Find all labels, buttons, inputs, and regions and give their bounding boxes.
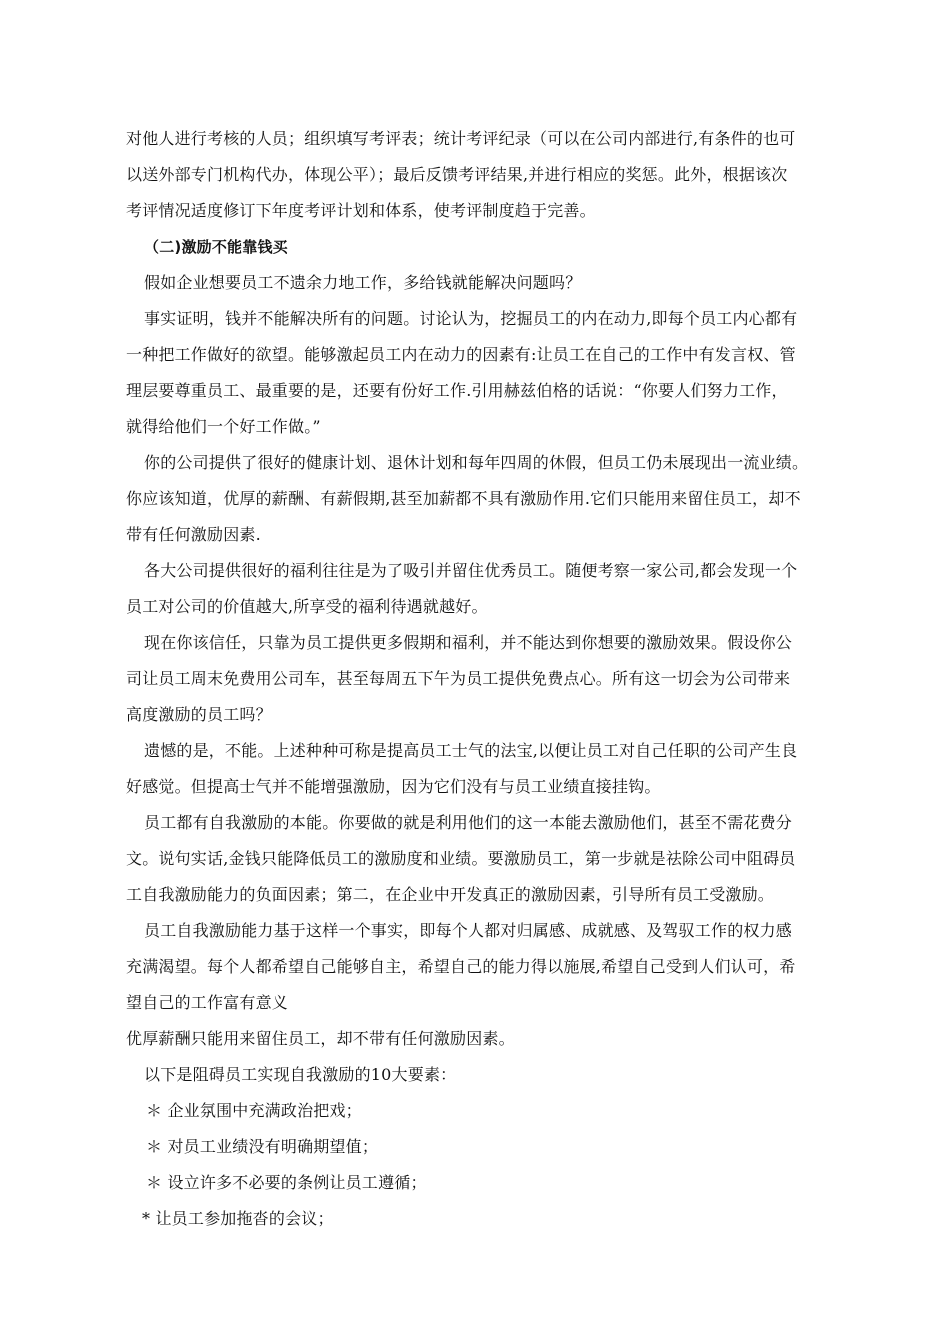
text-line: 你的公司提供了很好的健康计划、退休计划和每年四周的休假，但员工仍未展现出一流业绩。 (144, 453, 809, 472)
text-line: 对他人进行考核的人员；组织填写考评表；统计考评纪录（可以在公司内部进行,有条件的也可 (126, 129, 796, 148)
bullet-item (126, 1201, 826, 1237)
document-body (126, 121, 826, 1237)
text-line: 高度激励的员工吗？ (126, 705, 272, 724)
text-line: 假如企业想要员工不遗余力地工作，多给钱就能解决问题吗？ (144, 273, 582, 292)
text-line: 员工对公司的价值越大,所享受的福利待遇就越好。 (126, 597, 488, 616)
text-line: 优厚薪酬只能用来留住员工，却不带有任何激励因素。 (126, 1029, 515, 1048)
text-line: 遗憾的是，不能。上述种种可称是提高员工士气的法宝,以便让员工对自己任职的公司产生良 (144, 741, 798, 760)
text-line: 文。说句实话,金钱只能降低员工的激励度和业绩。要激励员工，第一步就是祛除公司中阻碍员 (126, 849, 796, 868)
text-line: 工自我激励能力的负面因素；第二，在企业中开发真正的激励因素，引导所有员工受激励。 (126, 885, 775, 904)
paragraph (126, 1021, 826, 1057)
text-line: 现在你该信任，只靠为员工提供更多假期和福利，并不能达到你想要的激励效果。假设你公 (144, 633, 793, 652)
paragraph (126, 913, 826, 1021)
text-line: 好感觉。但提高士气并不能增强激励，因为它们没有与员工业绩直接挂钩。 (126, 777, 661, 796)
text-line: 理层要尊重员工、最重要的是，还要有份好工作.引用赫兹伯格的话说：“你要人们努力工作， (126, 381, 788, 400)
text-line: 你应该知道，优厚的薪酬、有薪假期,甚至加薪都不具有激励作用.它们只能用来留住员工，却不 (126, 489, 801, 508)
text-line: 望自己的工作富有意义 (126, 993, 289, 1012)
text-line: 司让员工周末免费用公司车，甚至每周五下午为员工提供免费点心。所有这一切会为公司带来 (126, 669, 791, 688)
text-line: 一种把工作做好的欲望。能够激起员工内在动力的因素有:让员工在自己的工作中有发言权、管 (126, 345, 796, 364)
bullet-item (126, 1165, 826, 1201)
text-line: 以下是阻碍员工实现自我激励的10大要素： (144, 1065, 457, 1084)
text-line: ＊ 对员工业绩没有明确期望值； (146, 1137, 379, 1156)
paragraph (126, 121, 826, 229)
section-heading (126, 229, 826, 265)
text-line: 员工自我激励能力基于这样一个事实，即每个人都对归属感、成就感、及驾驭工作的权力感 (144, 921, 793, 940)
text-line: 就得给他们一个好工作做。” (126, 417, 321, 436)
text-line: * 让员工参加拖沓的会议； (142, 1209, 334, 1228)
paragraph (126, 805, 826, 913)
text-line: 考评情况适度修订下年度考评计划和体系，使考评制度趋于完善。 (126, 201, 596, 220)
text-line: （二)激励不能靠钱买 (144, 238, 288, 256)
paragraph (126, 733, 826, 805)
paragraph (126, 301, 826, 445)
text-line: 事实证明，钱并不能解决所有的问题。讨论认为，挖掘员工的内在动力,即每个员工内心都有 (144, 309, 798, 328)
paragraph (126, 625, 826, 733)
paragraph (126, 553, 826, 625)
bullet-item (126, 1129, 826, 1165)
text-line: 员工都有自我激励的本能。你要做的就是利用他们的这一本能去激励他们，甚至不需花费分 (144, 813, 793, 832)
text-line: 充满渴望。每个人都希望自己能够自主，希望自己的能力得以施展,希望自己受到人们认可，希 (126, 957, 796, 976)
paragraph (126, 1057, 826, 1093)
text-line: ＊ 企业氛围中充满政治把戏； (146, 1101, 362, 1120)
text-line: 各大公司提供很好的福利往往是为了吸引并留住优秀员工。随便考察一家公司,都会发现一个 (144, 561, 798, 580)
paragraph (126, 265, 826, 301)
text-line: 带有任何激励因素. (126, 525, 261, 544)
text-line: ＊ 设立许多不必要的条例让员工遵循； (146, 1173, 427, 1192)
bullet-item (126, 1093, 826, 1129)
text-line: 以送外部专门机构代办，体现公平）；最后反馈考评结果,并进行相应的奖惩。此外，根据该次 (126, 165, 788, 184)
paragraph (126, 445, 826, 553)
